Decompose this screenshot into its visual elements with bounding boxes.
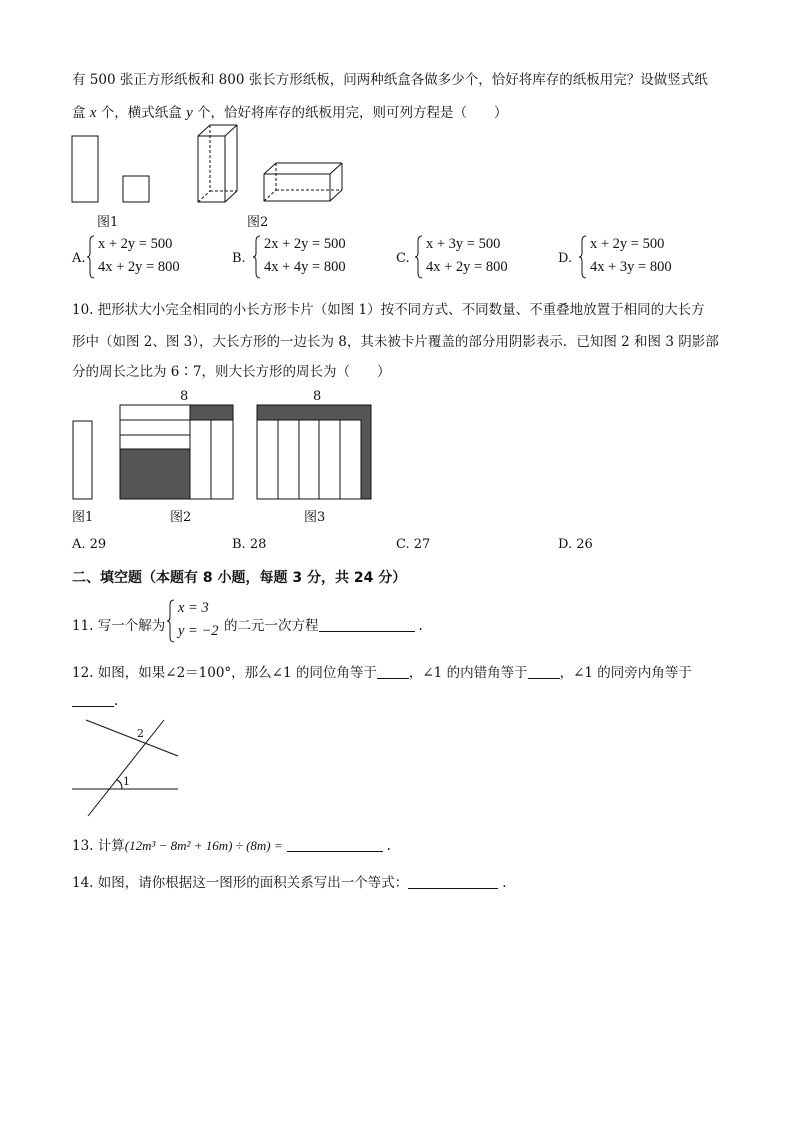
q10-text-line3: 分的周长之比为 6∶7，则大长方形的周长为（ ）: [72, 364, 391, 380]
q9-option-b-system[interactable]: [252, 234, 372, 280]
q10-fig3-top-length: 8: [313, 389, 322, 404]
q12-text-line2: [72, 692, 118, 709]
q10-card: [73, 421, 92, 499]
q14-answer-blank[interactable]: [408, 874, 498, 889]
q9-square-board: [123, 176, 149, 202]
q14-end: .: [502, 875, 507, 891]
q13-pre: 13. 计算: [72, 838, 125, 854]
brace-icon: [86, 234, 96, 280]
q12-end: .: [114, 693, 119, 709]
q9-figure: [68, 122, 368, 212]
q9-fig1-label: 图1: [97, 215, 119, 230]
q12-blank-alternate[interactable]: [528, 664, 560, 679]
q10-option-d[interactable]: D. 26: [558, 537, 593, 552]
q10-text-line2: 形中（如图 2、图 3），大长方形的一边长为 8，其未被卡片覆盖的部分用阴影表示．已知图 2 和图 3 阴影部: [72, 334, 719, 350]
q10-figure: [70, 388, 380, 503]
q9-option-a-letter[interactable]: A.: [72, 251, 86, 266]
q9-option-c-eq1: x + 3y = 500: [426, 236, 501, 252]
q9-text-line1: 有 500 张正方形纸板和 800 张长方形纸板，问两种纸盒各做多少个，恰好将库存的纸板用完？设做竖式纸: [72, 72, 708, 88]
q12-blank-cointerior[interactable]: [72, 692, 114, 707]
q9-option-b-eq2: 4x + 4y = 800: [264, 259, 346, 275]
q10-option-a[interactable]: A. 29: [72, 537, 107, 552]
q11-system: [166, 598, 226, 644]
q13-expression: (12m³ − 8m² + 16m) ÷ (8m) =: [124, 838, 283, 853]
brace-icon: [252, 234, 262, 280]
q9-horizontal-box: [264, 163, 342, 201]
brace-icon: [166, 598, 176, 644]
q13-answer-blank[interactable]: [287, 837, 383, 852]
q13-end: .: [386, 838, 391, 854]
q9-option-b-letter[interactable]: B.: [232, 251, 246, 266]
q9-var-y: y: [186, 105, 193, 121]
brace-icon: [414, 234, 424, 280]
q11-eq1: x = 3: [178, 600, 209, 616]
q10-fig2-label: 图2: [170, 510, 192, 525]
q12-angle1-arc: [117, 780, 122, 789]
q12-transversal: [88, 720, 164, 816]
q9-vertical-box: [198, 125, 237, 202]
q9-option-b-eq1: 2x + 2y = 500: [264, 236, 346, 252]
q11-post: 的二元一次方程: [224, 618, 319, 634]
q9-line2-mid: 个，横式纸盒: [96, 105, 187, 121]
q9-long-board: [72, 136, 98, 202]
q13-line: [72, 834, 391, 854]
q9-option-c-eq2: 4x + 2y = 800: [426, 259, 508, 275]
q12-angle-label-1: 1: [123, 775, 130, 788]
q12-text-c: ，∠1 的同旁内角等于: [559, 665, 692, 681]
q10-option-c[interactable]: C. 27: [396, 537, 431, 552]
q10-fig3-label: 图3: [304, 510, 326, 525]
q12-figure: [70, 712, 190, 822]
q10-text-line1: 10. 把形状大小完全相同的小长方形卡片（如图 1）按不同方式、不同数量、不重叠地放置于相同的大长方: [72, 302, 705, 318]
q10-option-b[interactable]: B. 28: [232, 537, 267, 552]
q9-fig2-label: 图2: [247, 215, 269, 230]
q14-line: [72, 871, 507, 891]
q12-text-line1: [72, 661, 692, 681]
q14-text: 14. 如图，请你根据这一图形的面积关系写出一个等式：: [72, 875, 409, 891]
brace-icon: [578, 234, 588, 280]
q11-post-line: [224, 614, 423, 634]
q12-blank-corresponding[interactable]: [377, 664, 409, 679]
q12-angle-label-2: 2: [137, 727, 144, 740]
q11-eq2: y = −2: [178, 623, 219, 639]
q12-text-a: 12. 如图，如果∠2＝100°，那么∠1 的同位角等于: [72, 665, 377, 681]
q11-pre: 11. 写一个解为: [72, 618, 166, 634]
q12-text-b: ，∠1 的内错角等于: [408, 665, 528, 681]
q9-option-d-eq2: 4x + 3y = 800: [590, 259, 672, 275]
q9-option-d-eq1: x + 2y = 500: [590, 236, 665, 252]
q12-line-upper: [86, 720, 178, 756]
q9-var-x: x: [89, 105, 97, 121]
q9-option-c-system[interactable]: [414, 234, 534, 280]
q9-line2-post: 个，恰好将库存的纸板用完，则可列方程是（ ）: [192, 105, 508, 121]
q10-fig2-rect: [120, 405, 233, 499]
q10-fig1-label: 图1: [72, 510, 94, 525]
q9-option-a-eq1: x + 2y = 500: [98, 236, 173, 252]
q9-option-d-system[interactable]: [578, 234, 698, 280]
q10-fig2-top-length: 8: [180, 389, 189, 404]
q9-option-a-system[interactable]: [86, 234, 206, 280]
q9-option-c-letter[interactable]: C.: [396, 251, 410, 266]
q9-text-line2: [72, 101, 508, 122]
q9-option-d-letter[interactable]: D.: [558, 251, 573, 266]
q9-line2-pre: 盒: [72, 105, 90, 121]
q11-end: .: [418, 618, 423, 634]
q9-option-a-eq2: 4x + 2y = 800: [98, 259, 180, 275]
q10-fig3-rect: [257, 405, 371, 499]
section2-heading: 二、填空题（本题有 8 小题，每题 3 分，共 24 分）: [72, 570, 407, 586]
q11-answer-blank[interactable]: [319, 617, 415, 632]
